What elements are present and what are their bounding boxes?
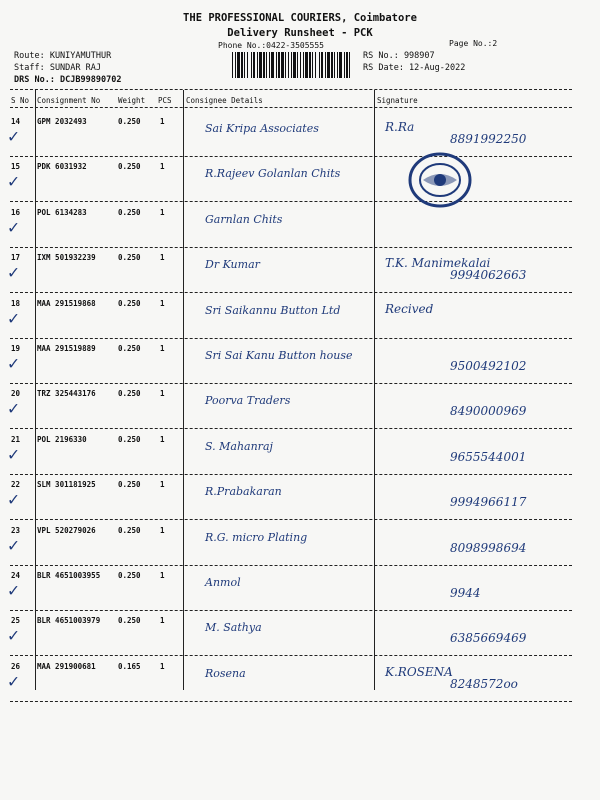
row-weight: 0.250 bbox=[118, 117, 141, 126]
row-consignee: R.G. micro Plating bbox=[205, 530, 308, 544]
rs-number: RS No.: 998907 bbox=[363, 51, 435, 61]
row-consignment: MAA 291519868 bbox=[37, 298, 96, 308]
row-sno: 17 bbox=[11, 253, 21, 263]
row-sno: 14 bbox=[11, 117, 21, 126]
checkmark-icon: ✓ bbox=[8, 489, 19, 511]
checkmark-icon: ✓ bbox=[8, 534, 19, 556]
row-signature-phone: 8891992250 bbox=[450, 132, 527, 146]
table-row bbox=[0, 566, 600, 611]
row-weight: 0.250 bbox=[118, 480, 141, 490]
header-bottom-divider bbox=[10, 107, 572, 108]
table-row bbox=[0, 294, 600, 339]
table-row bbox=[0, 339, 600, 384]
row-weight: 0.250 bbox=[118, 162, 141, 172]
row-signature-phone: 9500492102 bbox=[450, 359, 527, 373]
row-weight: 0.250 bbox=[118, 207, 141, 217]
row-sno: 18 bbox=[11, 298, 21, 308]
row-weight: 0.250 bbox=[118, 389, 141, 399]
row-pcs: 1 bbox=[160, 117, 165, 126]
checkmark-icon: ✓ bbox=[8, 216, 19, 238]
row-pcs: 1 bbox=[160, 525, 165, 535]
row-signature-name: R.Ra bbox=[385, 120, 415, 134]
table-row bbox=[0, 112, 600, 157]
row-consignment: MAA 291519889 bbox=[37, 344, 96, 353]
checkmark-icon: ✓ bbox=[8, 307, 19, 329]
col-sno: S No bbox=[11, 96, 30, 105]
row-divider bbox=[10, 701, 572, 702]
row-sno: 15 bbox=[11, 162, 21, 172]
header-top-divider bbox=[10, 89, 572, 90]
col-consignee: Consignee Details bbox=[186, 96, 263, 105]
row-consignee: S. Mahanraj bbox=[205, 439, 273, 453]
row-sno: 22 bbox=[11, 480, 21, 490]
checkmark-icon: ✓ bbox=[8, 580, 19, 601]
row-signature-phone: 9994966117 bbox=[450, 495, 527, 510]
checkmark-icon: ✓ bbox=[8, 398, 19, 420]
row-signature-phone: 9655544001 bbox=[450, 449, 527, 464]
row-consignment: VPL 520279026 bbox=[37, 525, 96, 535]
page-number: Page No.:2 bbox=[449, 39, 498, 48]
col-signature: Signature bbox=[377, 96, 418, 105]
row-sno: 26 bbox=[11, 661, 21, 671]
row-pcs: 1 bbox=[160, 434, 165, 444]
runsheet-title: Delivery Runsheet - PCK bbox=[227, 27, 373, 39]
row-consignment: POL 2196330 bbox=[37, 434, 87, 444]
row-sno: 24 bbox=[11, 571, 21, 580]
checkmark-icon: ✓ bbox=[8, 353, 19, 374]
col-pcs: PCS bbox=[158, 96, 172, 105]
row-sno: 19 bbox=[11, 344, 21, 353]
row-weight: 0.250 bbox=[118, 344, 141, 353]
row-consignment: TRZ 325443176 bbox=[37, 389, 96, 399]
row-consignee: R.Prabakaran bbox=[205, 485, 282, 499]
table-row bbox=[0, 611, 600, 656]
row-signature-phone: 8248572oo bbox=[450, 676, 518, 691]
row-consignee: Sai Kripa Associates bbox=[205, 122, 319, 135]
row-consignee: Poorva Traders bbox=[205, 394, 291, 408]
row-pcs: 1 bbox=[160, 661, 165, 671]
rs-date: RS Date: 12-Aug-2022 bbox=[363, 63, 466, 73]
table-row bbox=[0, 157, 600, 202]
table-row bbox=[0, 475, 600, 520]
row-sno: 21 bbox=[11, 434, 21, 444]
row-consignee: R.Rajeev Golanlan Chits bbox=[205, 167, 341, 181]
row-consignee: Anmol bbox=[205, 576, 241, 589]
row-sno: 16 bbox=[11, 207, 21, 217]
row-pcs: 1 bbox=[160, 344, 165, 353]
company-stamp bbox=[405, 150, 475, 210]
row-weight: 0.250 bbox=[118, 616, 141, 626]
row-pcs: 1 bbox=[160, 162, 165, 172]
phone-number: Phone No.:0422-3505555 bbox=[218, 41, 324, 50]
row-signature-phone: 8490000969 bbox=[450, 404, 527, 419]
row-signature-name: T.K. Manimekalai bbox=[385, 256, 491, 271]
barcode-image bbox=[232, 52, 350, 78]
row-weight: 0.250 bbox=[118, 253, 141, 263]
row-consignment: BLR 4651003955 bbox=[37, 571, 101, 580]
row-signature-phone: 9944 bbox=[450, 586, 481, 600]
row-pcs: 1 bbox=[160, 207, 165, 217]
row-weight: 0.165 bbox=[118, 661, 141, 671]
col-weight: Weight bbox=[118, 96, 146, 105]
table-row bbox=[0, 248, 600, 293]
row-consignment: SLM 301181925 bbox=[37, 480, 96, 490]
row-consignment: BLR 4651003979 bbox=[37, 616, 101, 626]
table-row bbox=[0, 203, 600, 248]
checkmark-icon: ✓ bbox=[8, 443, 19, 465]
table-row bbox=[0, 657, 600, 702]
row-pcs: 1 bbox=[160, 480, 165, 490]
checkmark-icon: ✓ bbox=[8, 262, 19, 284]
row-signature-phone: 8098998694 bbox=[450, 540, 527, 555]
row-consignment: IXM 501932239 bbox=[37, 253, 96, 263]
row-weight: 0.250 bbox=[118, 571, 141, 580]
row-signature-phone: 6385669469 bbox=[450, 631, 527, 646]
row-weight: 0.250 bbox=[118, 298, 141, 308]
row-consignee: Garnlan Chits bbox=[205, 212, 283, 226]
table-row bbox=[0, 384, 600, 429]
checkmark-icon: ✓ bbox=[8, 625, 19, 647]
row-pcs: 1 bbox=[160, 298, 165, 308]
row-signature-name: Recived bbox=[385, 301, 434, 316]
route-label: Route: KUNIYAMUTHUR bbox=[14, 51, 112, 61]
row-pcs: 1 bbox=[160, 571, 165, 580]
row-consignee: M. Sathya bbox=[205, 621, 262, 635]
checkmark-icon: ✓ bbox=[8, 670, 19, 692]
col-consignment: Consignment No bbox=[37, 96, 101, 105]
row-consignee: Sri Saikannu Button Ltd bbox=[205, 303, 341, 317]
row-weight: 0.250 bbox=[118, 434, 141, 444]
drs-label: DRS No.: DCJB99890702 bbox=[14, 75, 122, 85]
row-consignment: MAA 291900681 bbox=[37, 661, 96, 671]
checkmark-icon: ✓ bbox=[8, 171, 19, 193]
row-consignee: Rosena bbox=[205, 666, 246, 680]
row-consignee: Sri Sai Kanu Button house bbox=[205, 349, 353, 362]
row-pcs: 1 bbox=[160, 389, 165, 399]
table-row bbox=[0, 430, 600, 475]
row-signature-phone: 9994062663 bbox=[450, 268, 527, 283]
row-pcs: 1 bbox=[160, 253, 165, 263]
row-sno: 25 bbox=[11, 616, 21, 626]
row-consignment: PDK 6031932 bbox=[37, 162, 87, 172]
checkmark-icon: ✓ bbox=[8, 126, 19, 147]
company-title: THE PROFESSIONAL COURIERS, Coimbatore bbox=[183, 12, 417, 24]
table-row bbox=[0, 521, 600, 566]
row-consignment: GPM 2032493 bbox=[37, 117, 87, 126]
row-weight: 0.250 bbox=[118, 525, 141, 535]
row-sno: 20 bbox=[11, 389, 21, 399]
staff-label: Staff: SUNDAR RAJ bbox=[14, 63, 101, 73]
row-pcs: 1 bbox=[160, 616, 165, 626]
row-signature-name: K.ROSENA bbox=[385, 664, 453, 679]
row-consignee: Dr Kumar bbox=[205, 258, 260, 272]
row-consignment: POL 6134283 bbox=[37, 207, 87, 217]
row-sno: 23 bbox=[11, 525, 21, 535]
